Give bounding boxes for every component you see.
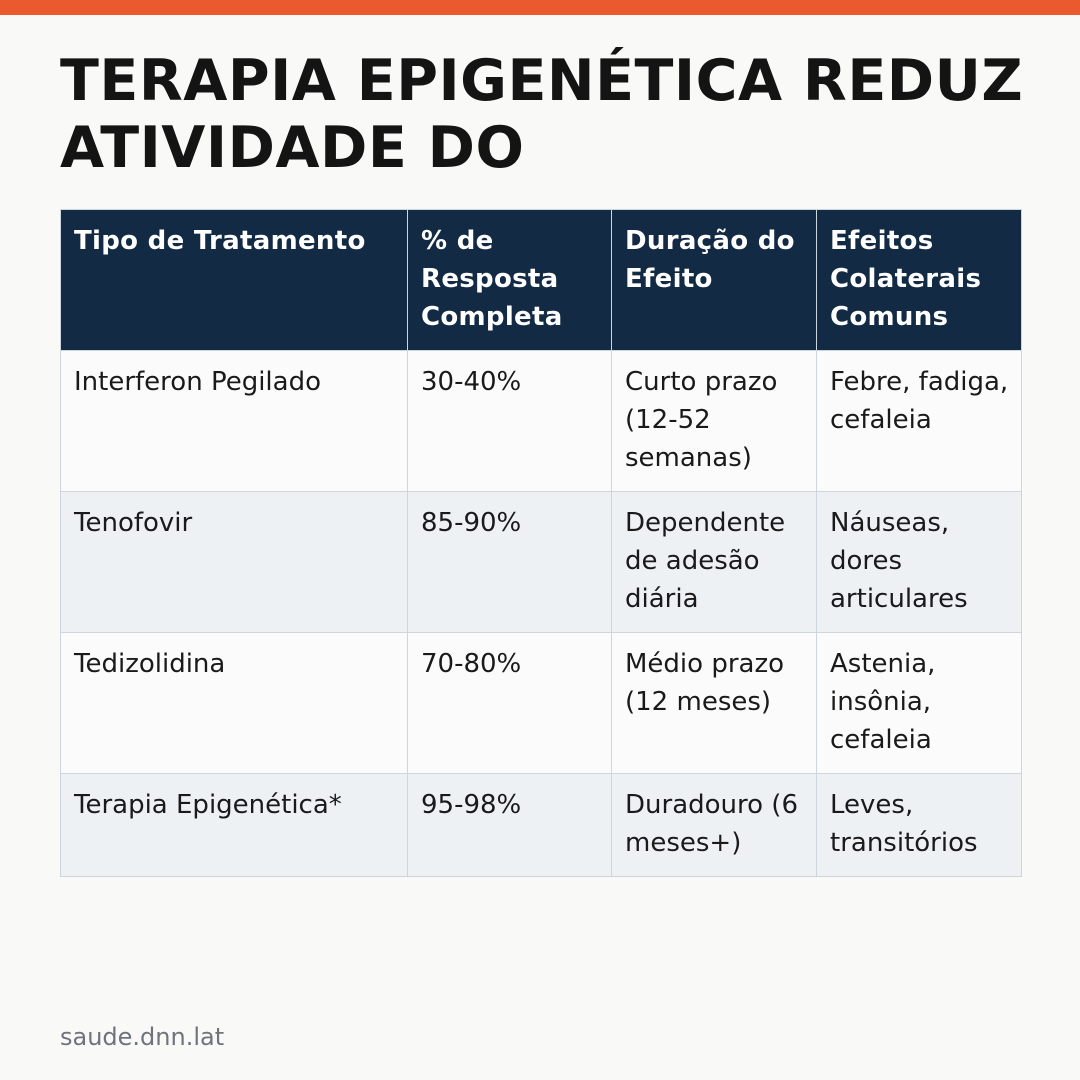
cell-duration: Médio prazo (12 meses) bbox=[612, 633, 817, 774]
table-row bbox=[61, 774, 1022, 877]
treatment-comparison-table bbox=[60, 209, 1022, 877]
table-header-row bbox=[61, 210, 1022, 351]
cell-duration: Dependente de adesão diária bbox=[612, 492, 817, 633]
cell-treatment: Tedizolidina bbox=[61, 633, 408, 774]
cell-side-effects: Astenia, insônia, cefaleia bbox=[817, 633, 1022, 774]
cell-side-effects: Náuseas, dores articulares bbox=[817, 492, 1022, 633]
source-url: saude.dnn.lat bbox=[60, 1023, 225, 1051]
cell-response: 70-80% bbox=[408, 633, 612, 774]
header-treatment-type: Tipo de Tratamento bbox=[61, 210, 408, 351]
cell-treatment: Interferon Pegilado bbox=[61, 351, 408, 492]
header-complete-response: % de Resposta Completa bbox=[408, 210, 612, 351]
table-row bbox=[61, 351, 1022, 492]
cell-response: 85-90% bbox=[408, 492, 612, 633]
table-row bbox=[61, 492, 1022, 633]
cell-side-effects: Febre, fadiga, cefaleia bbox=[817, 351, 1022, 492]
table-row bbox=[61, 633, 1022, 774]
header-effect-duration: Duração do Efeito bbox=[612, 210, 817, 351]
cell-side-effects: Leves, transitórios bbox=[817, 774, 1022, 877]
cell-treatment: Terapia Epigenética* bbox=[61, 774, 408, 877]
top-accent-bar bbox=[0, 0, 1080, 15]
cell-duration: Curto prazo (12-52 semanas) bbox=[612, 351, 817, 492]
cell-response: 30-40% bbox=[408, 351, 612, 492]
page-title: TERAPIA EPIGENÉTICA REDUZ ATIVIDADE DO bbox=[60, 48, 1024, 181]
cell-treatment: Tenofovir bbox=[61, 492, 408, 633]
cell-response: 95-98% bbox=[408, 774, 612, 877]
header-side-effects: Efeitos Colaterais Comuns bbox=[817, 210, 1022, 351]
cell-duration: Duradouro (6 meses+) bbox=[612, 774, 817, 877]
